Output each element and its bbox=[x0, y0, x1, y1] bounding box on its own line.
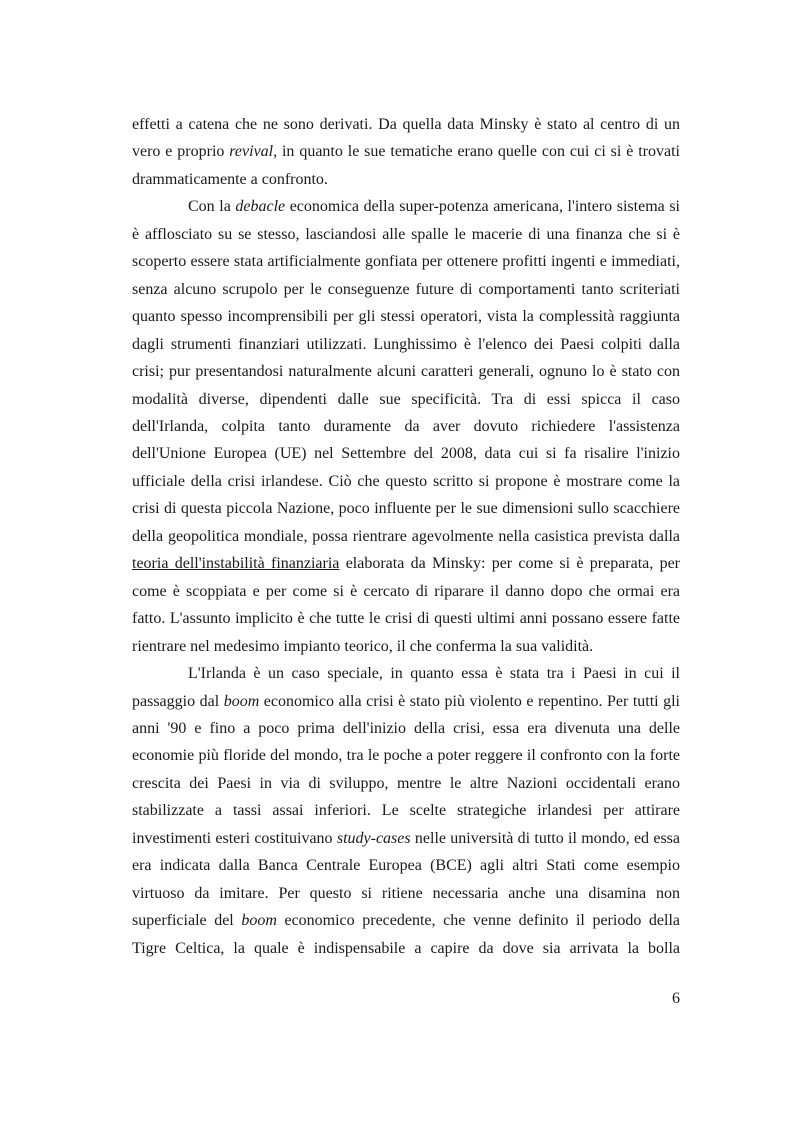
paragraph-2 bbox=[132, 193, 680, 660]
text-run: economico alla crisi è stato più violento e repentino. Per tutti gli anni '90 e fino a poco prima dell'inizio della crisi, essa era divenuta una delle economie più floride del mondo, tra le poche a poter reggere il confronto con la forte crescita dei Paesi in via di sviluppo, mentre le altre Nazioni occidentali erano stabilizzate a tassi assai inferiori. Le scelte strategiche irlandesi per attirare investimenti esteri costituivano bbox=[132, 692, 680, 847]
text-run: nelle università di tutto il mondo, ed essa era indicata dalla Banca Centrale Europea (BCE) agli altri Stati come esempio virtuoso da imitare. Per questo si ritiene necessaria anche una disamina non superficiale del bbox=[132, 829, 681, 930]
italic-term-revival: revival bbox=[229, 143, 274, 161]
text-run: , in quanto le sue tematiche erano quelle con cui ci si è trovati drammaticamente a confronto. bbox=[132, 143, 680, 188]
text-run: effetti a catena che ne sono derivati. Da quella data Minsky è stato al centro di un vero e proprio bbox=[132, 116, 680, 161]
italic-term-boom: boom bbox=[223, 692, 260, 710]
underlined-term: teoria dell'instabilità finanziaria bbox=[132, 555, 340, 573]
italic-term-boom: boom bbox=[241, 912, 277, 930]
text-run: economica della super-potenza americana, l'intero sistema si è afflosciato su se stesso, lasciandosi alle spalle le macerie di una finanza che si è scoperto essere stata artificialmente gonfiata per ottenere profitti ingenti e immediati, senza alcuno scrupolo per le conseguenze future di comportamenti tanto scriteriati quanto spesso incomprensibili per gli stessi operatori, vista la complessità raggiunta dagli strumenti finanziari utilizzati. Lunghissimo è l'elenco dei Paesi colpiti dalla crisi; pur presentandosi naturalmente alcuni caratteri generali, ognuno lo è stato con modalità diverse, dipendenti dalle sue specificità. Tra di essi spicca il caso dell'Irlanda, colpita tanto duramente da aver dovuto richiedere l'assistenza dell'Unione Europea (UE) nel Settembre del 2008, data cui si fa risalire l'inizio ufficiale della crisi irlandese. Ciò che questo scritto si propone è mostrare come la crisi di questa piccola Nazione, poco influente per le sue dimensioni sullo scacchiere della geopolitica mondiale, possa rientrare agevolmente nella casistica prevista dalla bbox=[132, 198, 681, 545]
italic-term-debacle: debacle bbox=[235, 198, 286, 216]
text-run: L'Irlanda è un caso speciale, in quanto essa è stata tra i Paesi in cui il passaggio dal bbox=[132, 665, 680, 710]
text-run: economico precedente, che venne definito il periodo della Tigre Celtica, la quale è indispensabile a capire da dove sia arrivata la bolla bbox=[132, 912, 680, 957]
page-number: 6 bbox=[672, 990, 680, 1007]
text-run: elaborata da Minsky: per come si è preparata, per come è scoppiata e per come si è cercato di riparare il danno dopo che ormai era fatto. L'assunto implicito è che tutte le crisi di questi ultimi anni possano essere fatte rientrare nel medesimo impianto teorico, il che conferma la sua validità. bbox=[132, 555, 681, 655]
paragraph-1 bbox=[132, 111, 680, 193]
body-text bbox=[132, 111, 680, 962]
paragraph-3 bbox=[132, 660, 680, 962]
italic-term-study-cases: study-cases bbox=[336, 829, 411, 847]
text-run: Con la bbox=[188, 198, 236, 216]
